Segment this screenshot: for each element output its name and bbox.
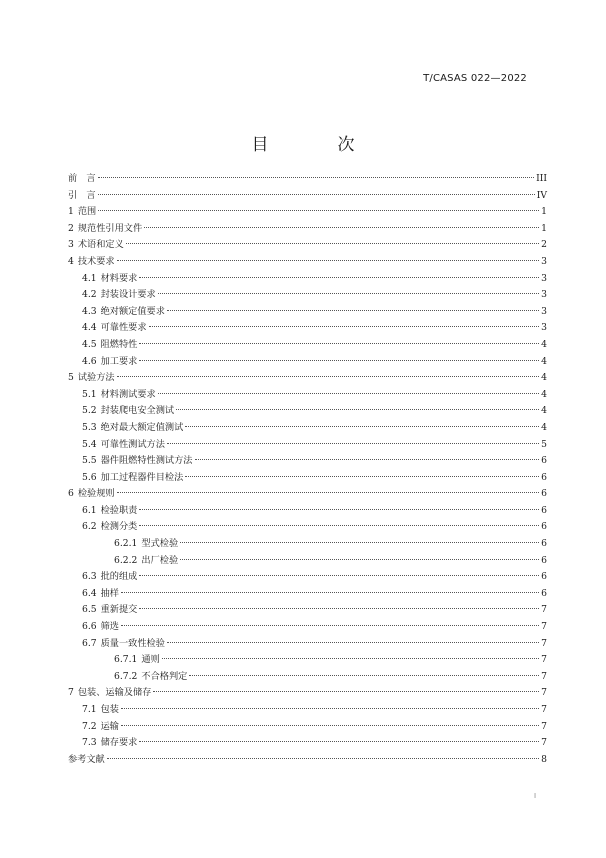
toc-entry-label: 可靠性要求 xyxy=(100,322,147,334)
toc-entry-number: 4.6 xyxy=(82,355,97,367)
toc-entry-page: IV xyxy=(536,189,547,201)
toc-entry[interactable] xyxy=(68,354,547,371)
toc-entry-page: 4 xyxy=(541,405,547,417)
toc-entry[interactable] xyxy=(68,287,547,304)
toc-entry[interactable] xyxy=(68,669,547,686)
toc-entry-page: 6 xyxy=(541,471,547,483)
toc-entry-label: 检验职责 xyxy=(100,504,138,516)
toc-dot-leader xyxy=(162,658,539,659)
toc-entry-page: 3 xyxy=(541,255,547,267)
toc-entry-number: 4.4 xyxy=(82,322,97,334)
toc-entry-page: 6 xyxy=(541,455,547,467)
toc-entry-label: 阻燃特性 xyxy=(100,338,138,350)
toc-dot-leader xyxy=(98,194,535,195)
toc-entry-number: 5.2 xyxy=(82,405,97,417)
toc-entry[interactable] xyxy=(68,536,547,553)
toc-entry-page: 2 xyxy=(541,239,547,251)
toc-entry-number: 6 xyxy=(68,488,74,500)
document-code: T/CASAS 022—2022 xyxy=(423,73,527,84)
toc-entry[interactable] xyxy=(68,503,547,520)
toc-entry-label: 包装 xyxy=(100,704,119,715)
toc-entry-number: 4.3 xyxy=(82,305,97,317)
toc-entry-page: 3 xyxy=(541,322,547,334)
toc-dot-leader xyxy=(144,227,539,228)
toc-dot-leader xyxy=(195,459,540,460)
toc-entry-number: 6.4 xyxy=(82,587,97,599)
toc-entry-page: 3 xyxy=(541,305,547,317)
toc-entry-page: 7 xyxy=(541,687,547,699)
toc-entry-number: 5.3 xyxy=(82,421,97,433)
toc-entry-label: 运输 xyxy=(100,720,119,732)
toc-entry-number: 1 xyxy=(68,206,74,218)
toc-entry[interactable] xyxy=(68,370,547,387)
toc-entry[interactable] xyxy=(68,271,547,288)
toc-entry[interactable] xyxy=(68,403,547,420)
toc-dot-leader xyxy=(98,210,539,211)
toc-entry-label: 绝对最大额定值测试 xyxy=(100,421,184,433)
toc-dot-leader xyxy=(185,426,539,427)
toc-entry-label: 材料测试要求 xyxy=(100,388,156,400)
toc-entry-label: 封装爬电安全测试 xyxy=(100,405,175,417)
toc-title: 目 次 xyxy=(251,135,381,155)
toc-entry-page: 3 xyxy=(541,272,547,284)
toc-entry[interactable] xyxy=(68,237,547,254)
toc-entry-label: 重新提交 xyxy=(100,604,138,616)
toc-entry[interactable] xyxy=(68,437,547,454)
toc-dot-leader xyxy=(139,741,539,742)
toc-entry-label: 不合格判定 xyxy=(141,670,188,682)
toc-entry-label: 材料要求 xyxy=(100,272,138,284)
toc-entry-page: 3 xyxy=(541,289,547,301)
toc-entry-page: 6 xyxy=(541,538,547,550)
toc-dot-leader xyxy=(180,542,539,543)
toc-entry-label: 绝对额定值要求 xyxy=(100,305,165,317)
toc-entry-label: 封装设计要求 xyxy=(100,289,156,301)
toc-entry[interactable] xyxy=(68,486,547,503)
toc-entry-page: 7 xyxy=(541,637,547,649)
toc-dot-leader xyxy=(176,409,539,410)
toc-entry-number: 7.3 xyxy=(82,737,97,749)
toc-dot-leader xyxy=(117,260,539,261)
toc-entry-label: 批的组成 xyxy=(100,571,138,583)
toc-entry-number: 5.1 xyxy=(82,388,97,400)
toc-entry[interactable] xyxy=(68,602,547,619)
toc-entry-page: 4 xyxy=(541,421,547,433)
toc-entry-page: 1 xyxy=(541,222,547,234)
toc-dot-leader xyxy=(158,393,539,394)
toc-dot-leader xyxy=(180,559,539,560)
toc-entry[interactable] xyxy=(68,171,547,188)
toc-entry-label: 包装、运输及储存 xyxy=(77,687,152,699)
toc-entry-label: 出厂检验 xyxy=(141,554,179,566)
toc-entry[interactable] xyxy=(68,519,547,536)
toc-entry[interactable] xyxy=(68,420,547,437)
toc-entry-label: 抽样 xyxy=(100,587,119,599)
toc-entry-number: 6.2.1 xyxy=(114,538,138,550)
toc-entry-number: 6.7.1 xyxy=(114,654,138,666)
toc-entry-label: 检测分类 xyxy=(100,521,138,533)
toc-entry-label: 器件阻燃特性测试方法 xyxy=(100,455,193,467)
toc-entry-page: 7 xyxy=(541,654,547,666)
toc-dot-leader xyxy=(121,725,539,726)
toc-dot-leader xyxy=(149,326,539,327)
toc-entry-number: 4.5 xyxy=(82,338,97,350)
toc-entry-page: 6 xyxy=(541,521,547,533)
toc-entry-label: 前 言 xyxy=(68,173,96,184)
toc-dot-leader xyxy=(139,360,539,361)
toc-entry[interactable] xyxy=(68,752,547,769)
toc-entry-label: 技术要求 xyxy=(77,255,115,267)
toc-entry-page: 6 xyxy=(541,571,547,583)
toc-entry-page: 1 xyxy=(541,206,547,218)
toc-entry-label: 储存要求 xyxy=(100,737,138,749)
toc-dot-leader xyxy=(126,243,539,244)
toc-entry[interactable] xyxy=(68,719,547,736)
toc-entry-page: 4 xyxy=(541,338,547,350)
toc-entry-number: 6.2 xyxy=(82,521,97,533)
toc-entry-label: 通则 xyxy=(141,654,160,666)
toc-entry-number: 4.1 xyxy=(82,272,97,284)
toc-entry-page: 7 xyxy=(541,704,547,715)
toc-entry-label: 质量一致性检验 xyxy=(100,637,165,649)
toc-entry[interactable] xyxy=(68,735,547,752)
toc-entry-page: III xyxy=(536,173,547,184)
toc-entry[interactable] xyxy=(68,188,547,205)
toc-entry-number: 5.5 xyxy=(82,455,97,467)
toc-entry-number: 3 xyxy=(68,239,74,251)
toc-entry-page: 4 xyxy=(541,388,547,400)
toc-dot-leader xyxy=(117,492,539,493)
toc-entry[interactable] xyxy=(68,387,547,404)
toc-dot-leader xyxy=(139,608,539,609)
toc-dot-leader xyxy=(139,277,539,278)
toc-entry-number: 4 xyxy=(68,255,74,267)
toc-dot-leader xyxy=(139,525,539,526)
toc-entry-label: 引 言 xyxy=(68,189,96,201)
toc-entry-page: 4 xyxy=(541,355,547,367)
toc-entry-page: 8 xyxy=(541,753,547,765)
toc-entry-label: 范围 xyxy=(77,206,97,218)
toc-entry-label: 加工过程器件目检法 xyxy=(100,471,184,483)
toc-entry[interactable] xyxy=(68,221,547,238)
toc-entry-label: 筛选 xyxy=(100,621,119,633)
toc-entry-page: 7 xyxy=(541,604,547,616)
toc-dot-leader xyxy=(121,592,539,593)
toc-entry-page: 6 xyxy=(541,554,547,566)
toc-entry-number: 5.6 xyxy=(82,471,97,483)
toc-entry[interactable] xyxy=(68,685,547,702)
toc-dot-leader xyxy=(167,310,539,311)
toc-entry-page: 7 xyxy=(541,621,547,633)
toc-dot-leader xyxy=(121,625,539,626)
toc-entry[interactable] xyxy=(68,619,547,636)
toc-entry-number: 2 xyxy=(68,222,74,234)
toc-entry-number: 6.6 xyxy=(82,621,97,633)
toc-dot-leader xyxy=(158,293,539,294)
toc-entry[interactable] xyxy=(68,470,547,487)
toc-entry-page: 6 xyxy=(541,504,547,516)
toc-dot-leader xyxy=(185,476,539,477)
toc-entry-label: 参考文献 xyxy=(68,753,105,765)
toc-entry[interactable] xyxy=(68,702,547,719)
toc-entry-label: 检验规则 xyxy=(77,488,115,500)
toc-entry[interactable] xyxy=(68,320,547,337)
toc-dot-leader xyxy=(117,376,539,377)
toc-dot-leader xyxy=(139,343,539,344)
toc-entry-label: 规范性引用文件 xyxy=(77,222,143,234)
toc-dot-leader xyxy=(107,758,539,759)
page-number: I xyxy=(534,792,537,800)
toc-dot-leader xyxy=(139,575,539,576)
toc-list xyxy=(68,171,547,768)
toc-entry-label: 可靠性测试方法 xyxy=(100,438,165,450)
toc-entry[interactable] xyxy=(68,304,547,321)
toc-entry[interactable] xyxy=(68,453,547,470)
toc-entry[interactable] xyxy=(68,569,547,586)
toc-entry-number: 6.7 xyxy=(82,637,97,649)
toc-entry-page: 7 xyxy=(541,670,547,682)
toc-entry-number: 5.4 xyxy=(82,438,97,450)
toc-entry-number: 6.3 xyxy=(82,571,97,583)
toc-entry[interactable] xyxy=(68,337,547,354)
toc-entry-page: 7 xyxy=(541,737,547,749)
toc-entry-number: 5 xyxy=(68,372,74,384)
toc-dot-leader xyxy=(153,691,539,692)
toc-dot-leader xyxy=(167,642,539,643)
toc-entry-number: 6.5 xyxy=(82,604,97,616)
toc-entry[interactable] xyxy=(68,652,547,669)
toc-dot-leader xyxy=(98,177,535,178)
toc-entry[interactable] xyxy=(68,204,547,221)
toc-entry-number: 4.2 xyxy=(82,289,97,301)
toc-dot-leader xyxy=(167,443,539,444)
toc-entry[interactable] xyxy=(68,586,547,603)
toc-entry[interactable] xyxy=(68,254,547,271)
toc-entry-number: 6.7.2 xyxy=(114,670,138,682)
toc-entry-page: 6 xyxy=(541,587,547,599)
toc-entry-page: 6 xyxy=(541,488,547,500)
toc-entry-number: 7.2 xyxy=(82,720,97,732)
toc-dot-leader xyxy=(189,675,539,676)
toc-dot-leader xyxy=(139,509,539,510)
toc-entry-number: 7.1 xyxy=(82,704,97,715)
toc-entry[interactable] xyxy=(68,553,547,570)
toc-dot-leader xyxy=(121,708,539,709)
toc-entry-label: 术语和定义 xyxy=(77,239,124,251)
toc-entry-page: 7 xyxy=(541,720,547,732)
toc-entry-number: 6.2.2 xyxy=(114,554,138,566)
toc-entry-number: 6.1 xyxy=(82,504,97,516)
toc-entry-label: 加工要求 xyxy=(100,355,138,367)
toc-entry[interactable] xyxy=(68,636,547,653)
toc-entry-label: 试验方法 xyxy=(77,372,115,384)
toc-entry-page: 5 xyxy=(541,438,547,450)
toc-entry-number: 7 xyxy=(68,687,74,699)
toc-entry-label: 型式检验 xyxy=(141,538,179,550)
toc-entry-page: 4 xyxy=(541,372,547,384)
